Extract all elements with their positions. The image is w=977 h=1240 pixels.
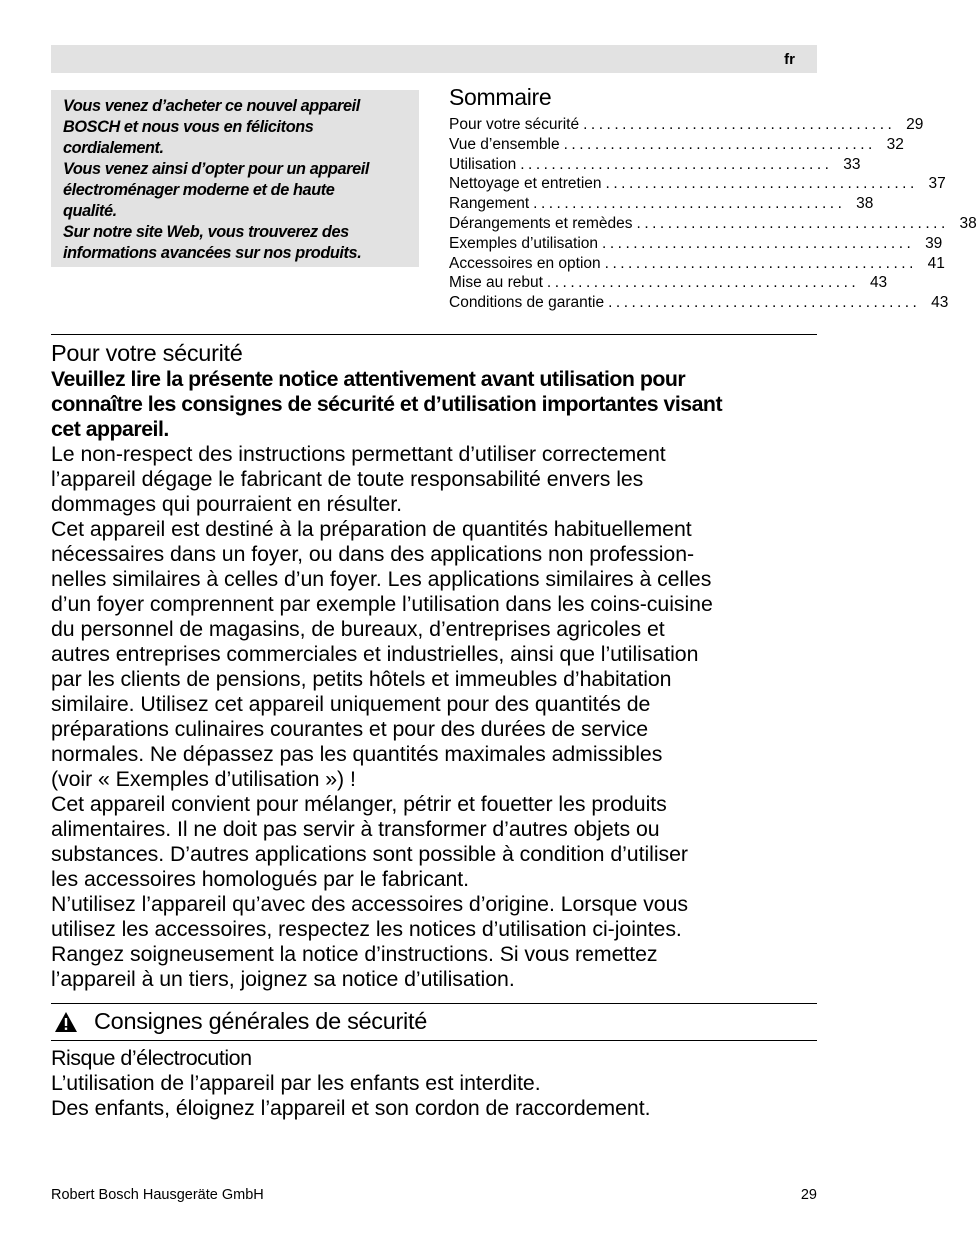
- body-line: l’appareil dégage le fabricant de toute responsabilité envers les: [51, 467, 644, 491]
- toc-entry-label: Dérangements et remèdes: [449, 214, 633, 232]
- toc-entry-page: 37: [928, 175, 946, 193]
- intro-line: électroménager moderne et de haute: [63, 181, 335, 199]
- toc-entry-page: 39: [925, 234, 943, 252]
- body-line: Cet appareil convient pour mélanger, pétrir et fouetter les produits: [51, 792, 667, 816]
- toc-entry[interactable]: [449, 194, 874, 214]
- body-line: préparations culinaires courantes et pour des durées de service: [51, 717, 649, 741]
- electrocution-section: [51, 1045, 821, 1121]
- toc-entry-page: 43: [931, 294, 949, 312]
- body-line: l’appareil à un tiers, joignez sa notice d’utilisation.: [51, 967, 515, 991]
- toc-entry-label: Mise au rebut: [449, 274, 543, 292]
- toc-leader: ........................................: [546, 274, 860, 292]
- toc-entry[interactable]: [449, 234, 943, 254]
- toc-leader: ........................................: [520, 155, 833, 173]
- general-safety-title: Consignes générales de sécurité: [94, 1008, 427, 1034]
- body-line: N’utilisez l’appareil qu’avec des accessoires d’origine. Lorsque vous: [51, 892, 688, 916]
- body-line: similaire. Utilisez cet appareil uniquement pour des quantités de: [51, 692, 651, 716]
- toc-entry-page: 43: [869, 274, 888, 292]
- safety-section: [51, 339, 821, 992]
- body-line: (voir « Exemples d’utilisation ») !: [51, 767, 356, 791]
- toc-entry-page: 33: [843, 155, 861, 173]
- body-line: par les clients de pensions, petits hôtels et immeubles d’habitation: [51, 667, 672, 691]
- toc-entry-label: Accessoires en option: [449, 254, 601, 272]
- toc-entry[interactable]: [449, 155, 861, 175]
- page-footer: [51, 1187, 817, 1203]
- toc-title: Sommaire: [449, 84, 552, 110]
- toc-leader: ........................................: [533, 195, 846, 213]
- toc-entry-label: Exemples d’utilisation: [449, 234, 599, 252]
- toc-leader: ........................................: [608, 294, 921, 312]
- lead-line: connaître les consignes de sécurité et d’utilisation importantes visant: [51, 392, 723, 416]
- toc-entry-label: Vue d’ensemble: [449, 135, 560, 153]
- toc-entry[interactable]: [449, 273, 888, 293]
- toc-entry-page: 38: [959, 214, 977, 232]
- body-line: Le non-respect des instructions permettant d’utiliser correctement: [51, 442, 666, 466]
- body-line: alimentaires. Il ne doit pas servir à transformer d’autres objets ou: [51, 817, 660, 841]
- body-line: les accessoires homologués par le fabricant.: [51, 867, 470, 891]
- warning-triangle-icon: [54, 1011, 78, 1033]
- lead-line: Veuillez lire la présente notice attentivement avant utilisation pour: [51, 367, 686, 391]
- toc-entry-label: Nettoyage et entretien: [449, 175, 602, 193]
- toc-entry[interactable]: [449, 214, 977, 234]
- subsection-title: Risque d’électrocution: [51, 1046, 252, 1070]
- body-line: nelles similaires à celles d’un foyer. Les applications similaires à celles: [51, 567, 712, 591]
- body-line: L’utilisation de l’appareil par les enfants est interdite.: [51, 1071, 541, 1095]
- intro-box: [51, 90, 419, 267]
- section-title: Pour votre sécurité: [51, 340, 243, 366]
- toc-entry-label: Rangement: [449, 195, 530, 213]
- toc-entry[interactable]: [449, 115, 924, 135]
- lead-line: cet appareil.: [51, 417, 169, 441]
- body-line: d’un foyer comprennent par exemple l’utilisation dans les coins-cuisine: [51, 592, 713, 616]
- body-line: Cet appareil est destiné à la préparation de quantités habituellement: [51, 517, 692, 541]
- body-line: normales. Ne dépassez pas les quantités maximales admissibles: [51, 742, 663, 766]
- toc-entry[interactable]: [449, 174, 946, 194]
- toc-entry-label: Pour votre sécurité: [449, 116, 580, 133]
- body-line: Des enfants, éloignez l’appareil et son cordon de raccordement.: [51, 1096, 651, 1120]
- toc-entry-page: 29: [906, 116, 924, 133]
- toc-leader: ........................................: [604, 254, 917, 272]
- section-divider: [51, 334, 817, 335]
- toc-entry-page: 41: [927, 254, 945, 272]
- toc-entry[interactable]: [449, 293, 949, 313]
- toc-leader: ........................................: [636, 214, 949, 232]
- intro-line: qualité.: [63, 202, 117, 220]
- section-divider: [51, 1003, 817, 1004]
- toc-entry-page: 38: [856, 195, 874, 213]
- footer-company: Robert Bosch Hausgeräte GmbH: [51, 1187, 264, 1203]
- language-bar: [51, 45, 817, 73]
- table-of-contents: [449, 84, 977, 313]
- toc-leader: ........................................: [563, 135, 876, 153]
- toc-entry-page: 32: [886, 135, 904, 153]
- toc-leader: ........................................: [583, 116, 896, 133]
- toc-entry-label: Conditions de garantie: [449, 294, 605, 312]
- toc-entry[interactable]: [449, 135, 904, 155]
- intro-line: Vous venez ainsi d’opter pour un appareil: [63, 160, 369, 178]
- toc-leader: ........................................: [602, 234, 915, 252]
- body-line: Rangez soigneusement la notice d’instructions. Si vous remettez: [51, 942, 658, 966]
- body-line: dommages qui pourraient en résulter.: [51, 492, 402, 516]
- language-code: fr: [784, 51, 795, 68]
- body-line: utilisez les accessoires, respectez les notices d’utilisation ci-jointes.: [51, 917, 682, 941]
- page-number: 29: [800, 1187, 817, 1203]
- general-safety-heading: [51, 1008, 817, 1035]
- body-line: nécessaires dans un foyer, ou dans des applications non profession-: [51, 542, 695, 566]
- intro-line: informations avancées sur nos produits.: [63, 244, 362, 262]
- section-divider: [51, 1040, 817, 1041]
- toc-entry-label: Utilisation: [449, 155, 517, 173]
- intro-line: BOSCH et nous vous en félicitons: [63, 118, 314, 136]
- toc-leader: ........................................: [605, 175, 918, 193]
- toc-entry[interactable]: [449, 254, 945, 274]
- body-line: du personnel de magasins, de bureaux, d’entreprises agricoles et: [51, 617, 665, 641]
- intro-line: Vous venez d’acheter ce nouvel appareil: [63, 97, 360, 115]
- body-line: substances. D’autres applications sont possible à condition d’utiliser: [51, 842, 688, 866]
- intro-line: cordialement.: [63, 139, 164, 157]
- body-line: autres entreprises commerciales et industrielles, ainsi que l’utilisation: [51, 642, 699, 666]
- intro-line: Sur notre site Web, vous trouverez des: [63, 223, 349, 241]
